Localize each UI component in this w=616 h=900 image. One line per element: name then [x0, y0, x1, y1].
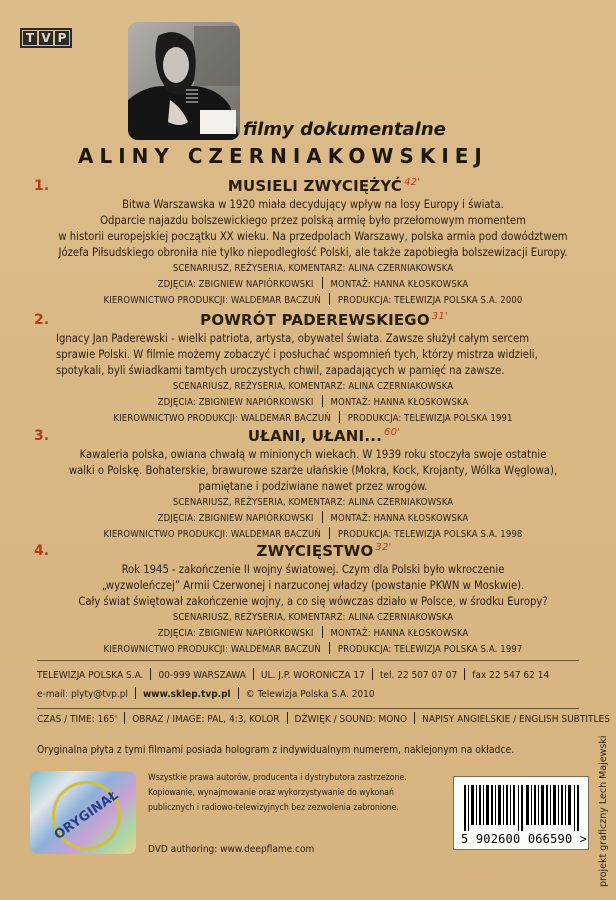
film-number: 2. — [34, 312, 50, 328]
publisher-address — [37, 668, 583, 683]
credit-line — [34, 277, 592, 293]
credit-text: SCENARIUSZ, REŻYSERIA, KOMENTARZ: ALINA CZERNIAKOWSKA — [172, 381, 454, 392]
publisher-website-link[interactable]: www.sklep.tvp.pl — [142, 689, 231, 700]
credit-line — [34, 293, 592, 309]
film-title-text: POWRÓT PADEREWSKIEGO — [200, 311, 430, 329]
divider — [329, 527, 330, 539]
publisher-fax: fax 22 547 62 14 — [472, 670, 550, 681]
credit-text: ZDJĘCIA: ZBIGNIEW NAPIÓRKOWSKI — [157, 279, 314, 290]
credit-line — [34, 261, 592, 277]
credit-text: PRODUKCJA: TELEWIZJA POLSKA S.A. 2000 — [337, 295, 523, 306]
film-duration: 60' — [384, 427, 401, 438]
credit-line — [34, 642, 592, 658]
credit-text: MONTAŻ: HANNA KŁOSKOWSKA — [330, 279, 469, 290]
divider — [253, 668, 254, 680]
divider — [464, 668, 465, 680]
film-title-text: MUSIELI ZWYCIĘŻYĆ — [227, 177, 403, 195]
barcode-bars — [464, 785, 580, 831]
tvp-logo-letter: V — [39, 31, 53, 45]
divider — [414, 712, 415, 724]
legal-line: publicznych i radiowo-telewizyjnych bez zezwolenia zabronione. — [148, 803, 400, 813]
film-description — [56, 331, 592, 379]
description-line: Józefa Piłsudskiego obroniła nie tylko niepodległość Polski, ale także zapobiegła bolszewizacji Europy. — [58, 246, 568, 259]
credit-line — [34, 411, 592, 427]
hologram-seal: ORYGINAŁ — [38, 771, 134, 854]
publisher-email[interactable]: e-mail: plyty@tvp.pl — [37, 689, 128, 700]
credit-text: MONTAŻ: HANNA KŁOSKOWSKA — [330, 397, 469, 408]
copyright-text: © Telewizja Polska S.A. 2010 — [245, 689, 375, 700]
tvp-logo — [20, 28, 72, 48]
divider — [322, 277, 323, 289]
credit-text: KIEROWNICTWO PRODUKCJI: WALDEMAR BACZUŃ — [103, 644, 321, 655]
technical-specs — [37, 712, 610, 727]
tvp-logo-letter: T — [23, 31, 37, 45]
dvd-authoring: DVD authoring: www.deepflame.com — [148, 844, 315, 855]
spec-subtitles: NAPISY ANGIELSKIE / ENGLISH SUBTITLES — [422, 714, 610, 725]
film-duration: 42' — [404, 177, 421, 188]
spec-time: CZAS / TIME: 165' — [37, 714, 118, 725]
film-entry — [34, 178, 592, 309]
film-entry — [34, 312, 592, 427]
film-entry — [34, 543, 592, 658]
credit-line — [34, 395, 592, 411]
description-line: Odparcie najazdu bolszewickiego przez polską armię było przełomowym momentem — [100, 214, 526, 227]
divider — [322, 511, 323, 523]
credit-line — [34, 610, 592, 626]
tvp-logo-letter: P — [55, 31, 69, 45]
credit-text: MONTAŻ: HANNA KŁOSKOWSKA — [330, 513, 469, 524]
film-number: 1. — [34, 178, 50, 194]
credit-text: ZDJĘCIA: ZBIGNIEW NAPIÓRKOWSKI — [157, 513, 314, 524]
credit-text: KIEROWNICTWO PRODUKCJI: WALDEMAR BACZUŃ — [103, 529, 321, 540]
credit-text: ZDJĘCIA: ZBIGNIEW NAPIÓRKOWSKI — [157, 397, 314, 408]
film-duration: 31' — [431, 311, 448, 322]
divider — [287, 712, 288, 724]
credit-line — [34, 495, 592, 511]
divider — [124, 712, 125, 724]
credit-text: PRODUKCJA: TELEWIZJA POLSKA 1991 — [347, 413, 513, 424]
description-line: sprawie Polski. W filmie możemy zobaczyć i posłuchać wspomnień tych, którzy mistrza widzieli, — [56, 348, 538, 361]
series-subtitle: filmy dokumentalne — [243, 119, 446, 140]
film-title — [56, 312, 592, 329]
description-line: walki o Polskę. Bohaterskie, brawurowe szarże ułańskie (Mokra, Kock, Krojanty, Wólka Węglowa), — [68, 464, 558, 477]
description-line: w historii europejskiej początku XX wieku. Na przedpolach Warszawy, polska armia pod dowództwem — [58, 230, 568, 243]
graphic-designer-credit: projekt graficzny Lech Majewski — [598, 735, 609, 887]
credit-text: ZDJĘCIA: ZBIGNIEW NAPIÓRKOWSKI — [157, 628, 314, 639]
barcode — [453, 776, 589, 850]
film-number: 3. — [34, 428, 50, 444]
credit-text: SCENARIUSZ, REŻYSERIA, KOMENTARZ: ALINA CZERNIAKOWSKA — [172, 497, 454, 508]
publisher-postcode: 00-999 WARSZAWA — [158, 670, 246, 681]
credit-line — [34, 379, 592, 395]
publisher-street: UL. J.P. WORONICZA 17 — [260, 670, 365, 681]
credit-line — [34, 511, 592, 527]
divider — [339, 411, 340, 423]
barcode-digits: 5 902600 066590 > — [461, 832, 588, 846]
divider — [322, 395, 323, 407]
credit-line — [34, 626, 592, 642]
film-number: 4. — [34, 543, 50, 559]
credit-text: PRODUKCJA: TELEWIZJA POLSKA S.A. 1998 — [337, 529, 523, 540]
publisher-contact — [37, 687, 583, 702]
film-title — [56, 178, 592, 195]
publisher-phone: tel. 22 507 07 07 — [379, 670, 458, 681]
description-line: Rok 1945 - zakończenie II wojny światowej. Czym dla Polski było wkroczenie — [121, 563, 505, 576]
series-title: ALINY CZERNIAKOWSKIEJ — [78, 144, 488, 168]
film-title-text: UŁANI, UŁANI... — [247, 427, 383, 445]
divider — [329, 642, 330, 654]
credit-text: SCENARIUSZ, REŻYSERIA, KOMENTARZ: ALINA CZERNIAKOWSKA — [172, 263, 454, 274]
author-photo-image — [128, 22, 240, 140]
divider — [322, 626, 323, 638]
legal-line: Kopiowanie, wynajmowanie oraz wykorzystywanie do wykonań — [148, 788, 395, 798]
description-line: Ignacy Jan Paderewski - wielki patriota, artysta, obywatel świata. Zawsze służył całym sercem — [56, 332, 530, 345]
description-line: pamiętane i podziwiane nawet przez wrogów. — [198, 480, 428, 493]
film-duration: 32' — [375, 542, 392, 553]
divider — [372, 668, 373, 680]
description-line: spotykali, byli świadkami tamtych uroczystych chwil, zapadających w pamięć na zawsze. — [56, 364, 505, 377]
description-line: Bitwa Warszawska w 1920 miała decydujący wpływ na losy Europy i świata. — [122, 198, 504, 211]
legal-line: Wszystkie prawa autorów, producenta i dystrybutora zastrzeżone. — [148, 773, 407, 783]
hologram-sticker — [30, 771, 136, 854]
original-note: Oryginalna płyta z tymi filmami posiada hologram z indywidualnym numerem, naklejonym na okładce. — [37, 744, 515, 756]
spec-sound: DŹWIĘK / SOUND: MONO — [294, 714, 408, 725]
film-description — [34, 197, 592, 261]
credit-line — [34, 527, 592, 543]
legal-notice — [148, 771, 438, 816]
credit-text: KIEROWNICTWO PRODUKCJI: WALDEMAR BACZUŃ — [103, 295, 321, 306]
description-line: Cały świat świętował zakończenie wojny, a co się wówczas działo w Polsce, w środku Europy? — [78, 595, 548, 608]
description-line: Kawaleria polska, owiana chwałą w minionych wiekach. W 1939 roku stoczyła swoje ostatnie — [79, 448, 547, 461]
film-entry — [34, 428, 592, 543]
film-title-text: ZWYCIĘSTWO — [256, 542, 374, 560]
credit-text: KIEROWNICTWO PRODUKCJI: WALDEMAR BACZUŃ — [113, 413, 331, 424]
credit-text: MONTAŻ: HANNA KŁOSKOWSKA — [330, 628, 469, 639]
divider — [135, 687, 136, 699]
description-line: „wyzwoleńczej” Armii Czerwonej i narzuconej władzy (powstanie PKWN w Moskwie). — [101, 579, 525, 592]
film-description — [34, 447, 592, 495]
divider-line — [37, 708, 579, 709]
author-photo — [128, 22, 240, 140]
film-description — [34, 562, 592, 610]
divider — [329, 293, 330, 305]
film-title — [56, 428, 592, 445]
divider — [238, 687, 239, 699]
credit-text: PRODUKCJA: TELEWIZJA POLSKA S.A. 1997 — [337, 644, 523, 655]
divider — [150, 668, 151, 680]
credit-text: SCENARIUSZ, REŻYSERIA, KOMENTARZ: ALINA CZERNIAKOWSKA — [172, 612, 454, 623]
divider-line — [37, 660, 579, 661]
spec-image: OBRAZ / IMAGE: PAL, 4:3, KOLOR — [132, 714, 280, 725]
film-title — [56, 543, 592, 560]
publisher-company: TELEWIZJA POLSKA S.A. — [37, 670, 144, 681]
